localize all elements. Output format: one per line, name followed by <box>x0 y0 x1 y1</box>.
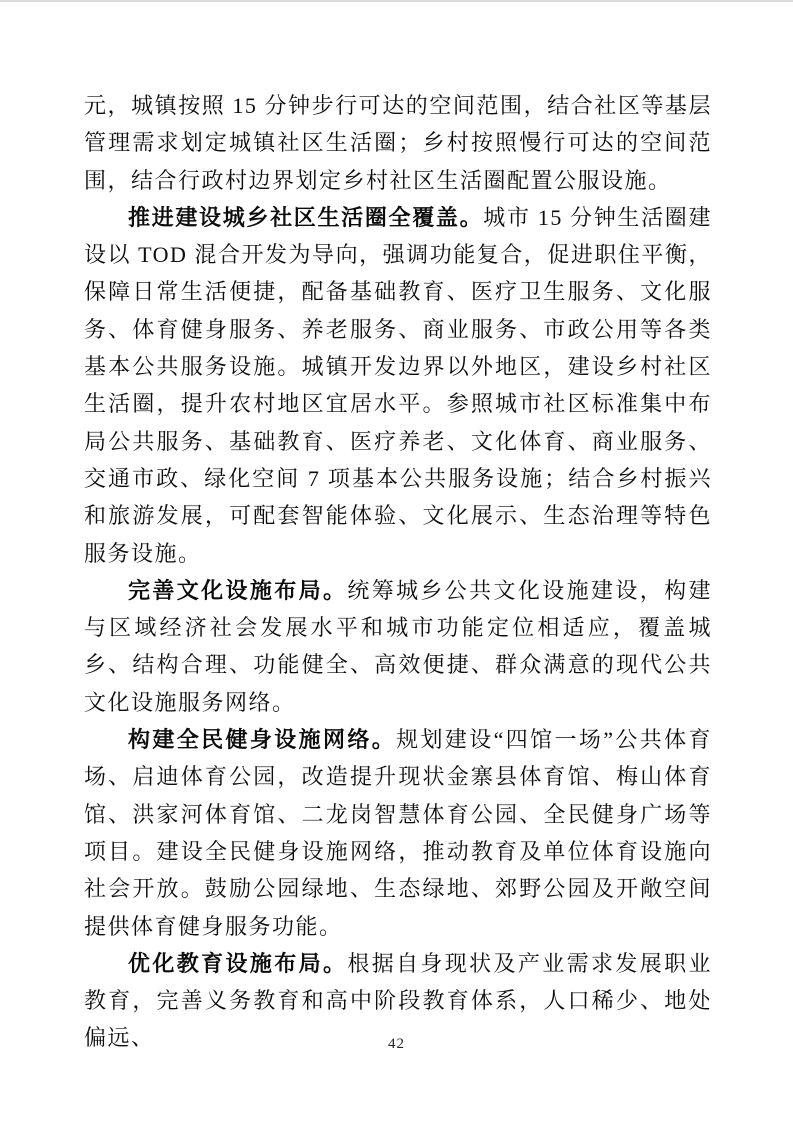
paragraph <box>84 721 712 945</box>
paragraph-lead: 完善文化设施布局。 <box>128 577 348 603</box>
paragraph-continuation <box>84 87 712 199</box>
paragraph-text: 城市 15 分钟生活圈建设以 TOD 混合开发为导向，强调功能复合，促进职住平衡，保障日常生活便捷，配备基础教育、医疗卫生服务、文化服务、体育健身服务、养老服务、商业服务、市政公用等各类基本公共服务设施。城镇开发边界以外地区，建设乡村社区生活圈，提升农村地区宜居水平。参照城市社区标准集中布局公共服务、基础教育、医疗养老、文化体育、商业服务、交通市政、绿化空间 7 项基本公共服务设施；结合乡村振兴和旅游发展，可配套智能体验、文化展示、生态治理等特色服务设施。 <box>84 204 712 566</box>
page-number: 42 <box>388 1036 405 1052</box>
paragraph-text: 元，城镇按照 15 分钟步行可达的空间范围，结合社区等基层管理需求划定城镇社区生活圈；乡村按照慢行可达的空间范围，结合行政村边界划定乡村社区生活圈配置公服设施。 <box>84 93 712 193</box>
paragraph-lead: 构建全民健身设施网络。 <box>128 727 397 753</box>
paragraph-text: 统筹城乡公共文化设施建设，构建与区域经济社会发展水平和城市功能定位相适应，覆盖城乡、结构合理、功能健全、高效便捷、群众满意的现代公共文化设施服务网络。 <box>84 577 712 715</box>
paragraph-text: 规划建设“四馆一场”公共体育场、启迪体育公园，改造提升现状金寨县体育馆、梅山体育馆、洪家河体育馆、二龙岗智慧体育公园、全民健身广场等项目。建设全民健身设施网络，推动教育及单位体育设施向社会开放。鼓励公园绿地、生态绿地、郊野公园及开敞空间提供体育健身服务功能。 <box>84 727 712 939</box>
paragraph <box>84 572 712 721</box>
paragraph <box>84 199 712 572</box>
document-body <box>84 87 712 1057</box>
paragraph-text: 根据自身现状及产业需求发展职业教育，完善义务教育和高中阶段教育体系，人口稀少、地处偏远、 <box>84 950 712 1051</box>
paragraph-lead: 优化教育设施布局。 <box>128 950 348 976</box>
paragraph-lead: 推进建设城乡社区生活圈全覆盖。 <box>128 204 484 230</box>
